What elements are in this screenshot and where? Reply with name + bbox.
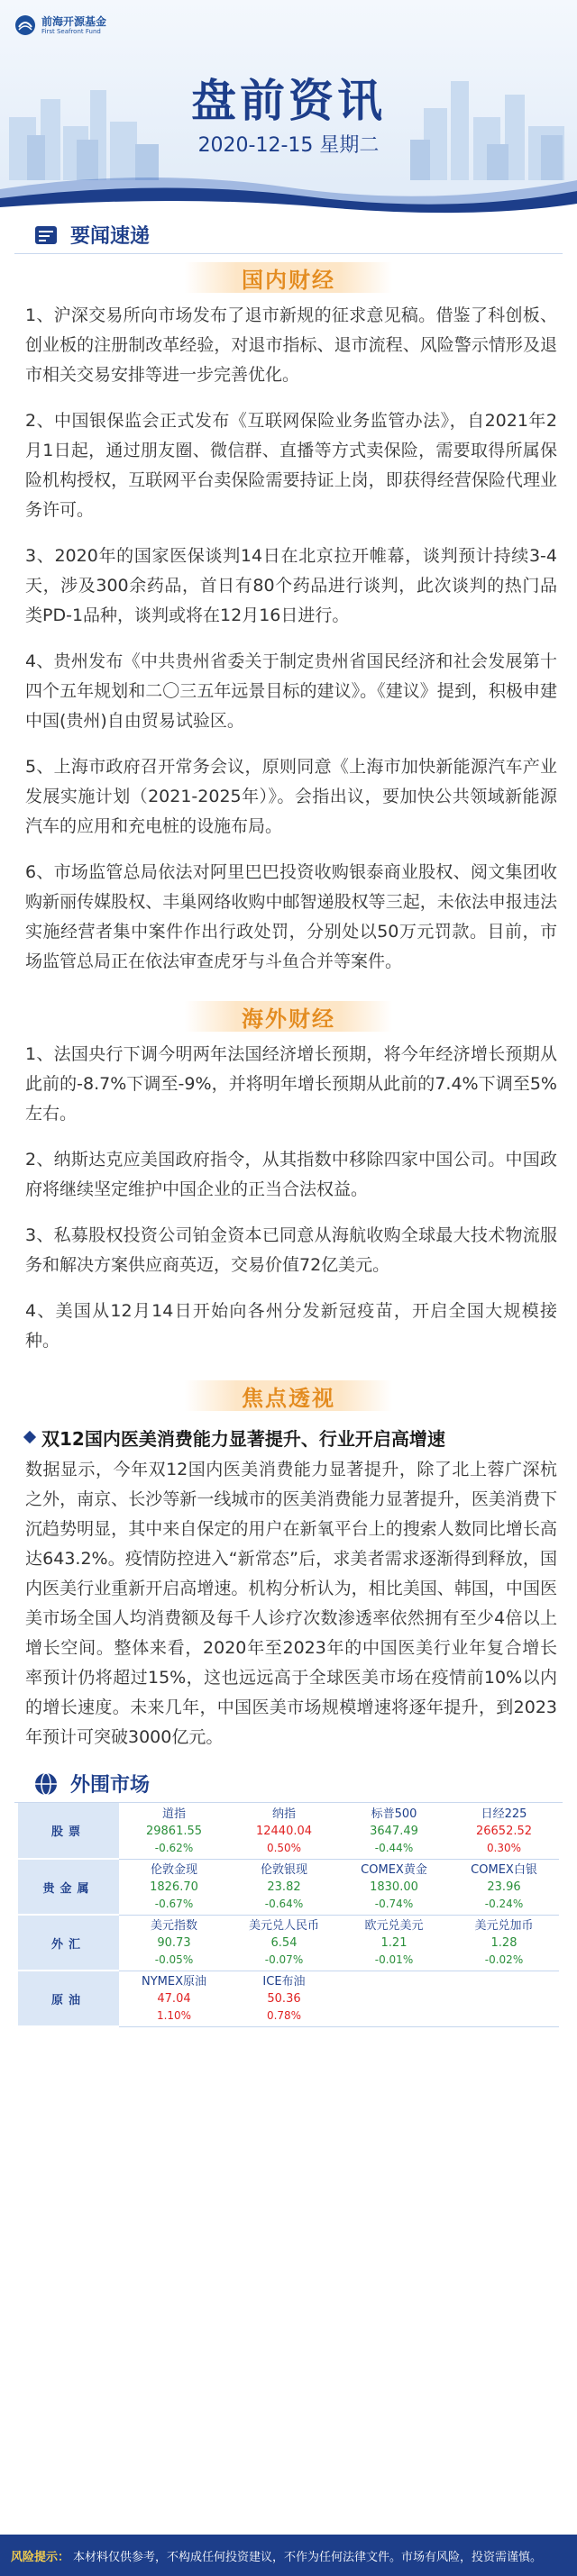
market-value: 1830.00 — [370, 1880, 418, 1894]
market-value: 3647.49 — [370, 1824, 418, 1838]
focus-headline — [0, 1419, 577, 1455]
news-icon — [32, 222, 60, 249]
market-name: ICE布油 — [262, 1975, 306, 1989]
domestic-news-list — [0, 301, 577, 977]
market-change: -0.07% — [264, 1953, 304, 1966]
market-cell — [229, 1971, 339, 2026]
market-cell — [339, 1803, 449, 1859]
market-value: 23.96 — [487, 1880, 521, 1894]
market-name: 美元指数 — [150, 1919, 197, 1933]
brand-name-cn: 前海开源基金 — [41, 14, 107, 28]
market-value: 29861.55 — [145, 1824, 203, 1838]
market-change: -0.24% — [484, 1898, 524, 1910]
market-change: -0.01% — [374, 1953, 414, 1966]
market-row — [18, 1803, 559, 1859]
market-value: 12440.04 — [255, 1824, 313, 1838]
news-item: 2、中国银保监会正式发布《互联网保险业务监管办法》，自2021年2月1日起，通过朋友圈、微信群、直播等方式卖保险，需要取得所属保险机构授权，互联网平台卖保险需要持证上岗，即获得经营保险代理业务许可。 — [25, 411, 557, 520]
news-section-header — [14, 216, 563, 254]
market-value: 50.36 — [267, 1992, 301, 2006]
market-name: 伦敦金现 — [150, 1863, 197, 1877]
market-row-label: 股票 — [18, 1803, 119, 1859]
news-item: 3、2020年的国家医保谈判14日在北京拉开帷幕，谈判预计持续3-4天，涉及300余药品，首日有80个药品进行谈判，此次谈判的热门品类PD-1品种，谈判或将在12月16日进行。 — [25, 546, 557, 625]
market-change: -0.74% — [374, 1898, 414, 1910]
header-banner — [0, 0, 577, 216]
market-change: -0.44% — [374, 1841, 414, 1854]
market-row-label: 原油 — [18, 1971, 119, 2026]
market-row — [18, 1971, 559, 2026]
market-cell — [119, 1971, 229, 2026]
market-change: 0.30% — [486, 1841, 522, 1854]
market-cell — [229, 1859, 339, 1915]
news-item: 1、沪深交易所向市场发布了退市新规的征求意见稿。借鉴了科创板、创业板的注册制改革经验，对退市指标、退市流程、风险警示情形及退市相关交易安排等进一步完善优化。 — [25, 305, 557, 385]
market-row-label: 贵金属 — [18, 1859, 119, 1915]
market-value: 1.21 — [380, 1936, 408, 1950]
market-name: 道指 — [161, 1807, 186, 1821]
market-change: -0.64% — [264, 1898, 304, 1910]
market-change: 0.78% — [266, 2009, 302, 2022]
news-section-title: 要闻速递 — [70, 225, 151, 248]
market-cell — [449, 1915, 559, 1971]
focus-category — [0, 1372, 577, 1419]
domestic-category-title: 国内财经 — [242, 267, 335, 293]
domestic-category — [0, 254, 577, 301]
market-section-header — [14, 1765, 563, 1803]
market-cell — [339, 1971, 449, 2026]
market-value: 47.04 — [157, 1992, 191, 2006]
focus-category-title: 焦点透视 — [242, 1385, 335, 1411]
page-date: 2020-12-15 星期二 — [197, 134, 380, 157]
market-value: 1.28 — [490, 1936, 517, 1950]
market-name: 纳指 — [271, 1807, 296, 1821]
market-name: 标普500 — [371, 1807, 417, 1821]
brand-logo — [14, 14, 106, 36]
market-cell — [449, 1803, 559, 1859]
news-item: 5、上海市政府召开常务会议，原则同意《上海市加快新能源汽车产业发展实施计划（2021-2025年）》。会指出议，要加快公共领域新能源汽车的应用和充电桩的设施布局。 — [25, 757, 557, 836]
market-cell — [339, 1859, 449, 1915]
market-name: 欧元兑美元 — [364, 1919, 424, 1933]
brand-name-en: First Seafront Fund — [41, 27, 101, 35]
market-value: 1826.70 — [150, 1880, 198, 1894]
market-change: -0.62% — [154, 1841, 194, 1854]
globe-icon — [32, 1770, 60, 1798]
market-change: -0.02% — [484, 1953, 524, 1966]
news-item: 1、法国央行下调今明两年法国经济增长预期，将今年经济增长预期从此前的-8.7%下调至-9%，并将明年增长预期从此前的7.4%下调至5%左右。 — [25, 1044, 557, 1124]
market-cell — [339, 1915, 449, 1971]
market-cell — [119, 1859, 229, 1915]
page-title: 盘前资讯 — [191, 75, 386, 127]
market-section-title: 外围市场 — [70, 1774, 151, 1797]
market-value: 23.82 — [267, 1880, 301, 1894]
overseas-news-list — [0, 1040, 577, 1356]
market-change: -0.67% — [154, 1898, 194, 1910]
wave-divider — [0, 162, 577, 216]
news-item: 4、美国从12月14日开始向各州分发新冠疫苗，开启全国大规模接种。 — [25, 1301, 557, 1351]
market-name: COMEX白银 — [471, 1863, 537, 1877]
news-item: 2、纳斯达克应美国政府指令，从其指数中移除四家中国公司。中国政府将继续坚定维护中国企业的正当合法权益。 — [25, 1150, 557, 1199]
news-item: 6、市场监管总局依法对阿里巴巴投资收购银泰商业股权、阅文集团收购新丽传媒股权、丰巢网络收购中邮智递股权等三起，未依法申报违法实施经营者集中案件作出行政处罚，分别处以50万元罚款。目前，市场监管总局正在依法审查虎牙与斗鱼合并等案件。 — [25, 862, 557, 971]
market-cell — [229, 1915, 339, 1971]
diamond-bullet-icon — [23, 1431, 36, 1443]
market-cell — [119, 1915, 229, 1971]
market-row-label: 外汇 — [18, 1915, 119, 1971]
market-name: 美元兑加币 — [474, 1919, 534, 1933]
risk-footer — [0, 2535, 577, 2576]
market-cell — [119, 1803, 229, 1859]
market-row — [18, 1915, 559, 1971]
market-table — [18, 1803, 559, 2027]
market-row — [18, 1859, 559, 1915]
news-item: 3、私募股权投资公司铂金资本已同意从海航收购全球最大技术物流服务和解决方案供应商英迈，交易价值72亿美元。 — [25, 1225, 557, 1275]
market-name: 日经225 — [481, 1807, 527, 1821]
market-cell — [229, 1803, 339, 1859]
market-change: 1.10% — [156, 2009, 192, 2022]
logo-icon — [14, 14, 36, 36]
market-name: NYMEX原油 — [141, 1975, 206, 1989]
market-value: 26652.52 — [475, 1824, 533, 1838]
risk-label: 风险提示： — [11, 2550, 70, 2564]
risk-text: 本材料仅供参考，不构成任何投资建议，不作为任何法律文件。市场有风险，投资需谨慎。 — [73, 2550, 543, 2564]
focus-body: 数据显示，今年双12国内医美消费能力显著提升，除了北上蓉广深杭之外，南京、长沙等新一线城市的医美消费能力显著提升，医美消费下沉趋势明显，其中来自保定的用户在新氧平台上的搜索人数同比增长高达643.2%。疫情防控进入“新常态”后，求美者需求逐渐得到释放，国内医美行业重新开启高增速。机构分析认为，相比美国、韩国，中国医美市场全国人均消费额及每千人诊疗次数渗透率依然拥有至少4倍以上增长空间。整体来看，2020年至2023年的中国医美行业年复合增长率预计仍将超过15%，这也远远高于全球医美市场在疫情前10%以内的增长速度。未来几年，中国医美市场规模增速将逐年提升，到2023年预计可突破3000亿元。 — [25, 1460, 557, 1747]
market-change: -0.05% — [154, 1953, 194, 1966]
market-table-wrap — [18, 1803, 559, 2027]
market-name: 美元兑人民币 — [248, 1919, 319, 1933]
market-value: 90.73 — [157, 1936, 191, 1950]
overseas-category-title: 海外财经 — [242, 1006, 335, 1032]
market-cell — [449, 1971, 559, 2026]
overseas-category — [0, 993, 577, 1040]
market-value: 6.54 — [270, 1936, 298, 1950]
market-name: COMEX黄金 — [361, 1863, 427, 1877]
market-cell — [449, 1859, 559, 1915]
market-name: 伦敦银现 — [260, 1863, 307, 1877]
focus-headline-text: 双12国内医美消费能力显著提升、行业开启高增速 — [41, 1427, 445, 1450]
market-change: 0.50% — [266, 1841, 302, 1854]
news-item: 4、贵州发布《中共贵州省委关于制定贵州省国民经济和社会发展第十四个五年规划和二〇三五年远景目标的建议》。《建议》提到，积极申建中国(贵州)自由贸易试验区。 — [25, 651, 557, 731]
